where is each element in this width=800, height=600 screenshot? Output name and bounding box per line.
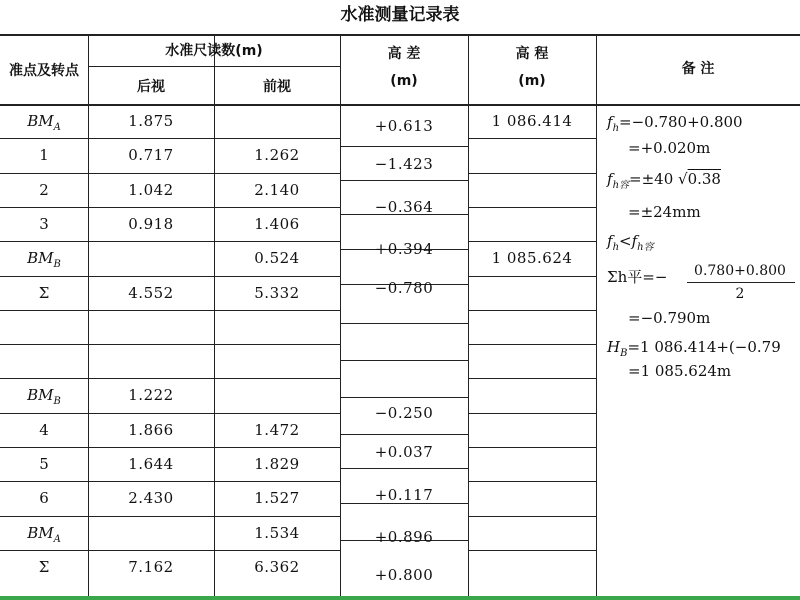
elevation-cell: 1 086.414 (491, 112, 573, 130)
header-diff-unit: (m) (390, 73, 418, 89)
elev-row-line-2 (468, 173, 596, 174)
row-line-11 (0, 481, 340, 482)
row-line-2 (0, 173, 340, 174)
fore-sight-cell: 0.524 (254, 249, 300, 268)
back-sight-cell: 0.918 (128, 214, 174, 233)
header-elev: 高 程 (515, 46, 549, 62)
row-line-13 (0, 550, 340, 551)
row-line-6 (0, 310, 340, 311)
point-cell: 1 (39, 146, 49, 165)
back-sight-cell: 1.222 (128, 386, 174, 405)
elev-row-line-9 (468, 413, 596, 414)
diff-row-line-8 (340, 397, 468, 398)
back-sight-cell: 1.042 (128, 180, 174, 199)
point-cell: 2 (39, 180, 49, 199)
note-line-7: =−0.790m (628, 309, 711, 327)
table-title: 水准测量记录表 (340, 5, 460, 25)
header-diff: 高 差 (387, 46, 421, 62)
back-sight-cell: 1.875 (128, 112, 174, 130)
point-cell: $BM_A$ (27, 112, 61, 133)
back-sight-cell: 0.717 (128, 146, 174, 165)
note-fraction-numerator: 0.780+0.800 (694, 263, 786, 279)
note-line-2: =+0.020m (628, 139, 711, 157)
height-diff-cell: +0.896 (374, 528, 434, 546)
row-line-12 (0, 516, 340, 517)
height-diff-cell: +0.117 (374, 486, 434, 504)
note-line-3: $f_{h容}=\pm 40$ √0.38 (607, 170, 721, 191)
note-line-8: $H_B=1$ 086.414+(−0.79 (607, 338, 781, 359)
elev-row-line-10 (468, 447, 596, 448)
row-line-3 (0, 207, 340, 208)
row-line-4 (0, 241, 340, 242)
height-diff-cell: −0.780 (374, 279, 434, 297)
elev-row-line-5 (468, 276, 596, 277)
diff-row-line-6 (340, 323, 468, 324)
point-cell: 3 (39, 214, 49, 233)
note-line-9: =1 085.624m (628, 362, 732, 380)
fore-sight-cell: 2.140 (254, 180, 300, 199)
fore-sight-cell: 1.829 (254, 455, 300, 473)
height-diff-cell: +0.037 (374, 443, 434, 461)
back-sight-cell: 4.552 (128, 283, 174, 302)
fore-sight-cell: 1.262 (254, 146, 300, 165)
bottom-green-bar (0, 596, 800, 600)
column-divider-2 (214, 34, 215, 596)
back-sight-cell: 2.430 (128, 489, 174, 508)
header-fore: 前视 (263, 79, 291, 95)
elev-row-line-11 (468, 481, 596, 482)
header-reading: 水准尺读数(m) (165, 43, 263, 59)
note-line-5: $f_h<f_{h容}$ (607, 232, 654, 253)
fore-sight-cell: 1.406 (254, 214, 300, 233)
header-back: 后视 (137, 79, 165, 95)
row-line-9 (0, 413, 340, 414)
header-bottom-border (0, 104, 800, 106)
note-line-6: Σh平=− (607, 268, 668, 286)
elev-row-line-7 (468, 344, 596, 345)
row-line-5 (0, 276, 340, 277)
back-sight-cell: 7.162 (128, 557, 174, 576)
diff-row-line-1 (340, 146, 468, 147)
column-divider-5 (596, 34, 597, 596)
fore-sight-cell: 1.472 (254, 420, 300, 439)
point-cell: $BM_B$ (27, 386, 61, 408)
point-cell: Σ (38, 557, 50, 576)
height-diff-cell: −1.423 (374, 155, 434, 173)
height-diff-cell: −0.250 (374, 404, 434, 422)
header-point: 准点及转点 (9, 63, 79, 79)
height-diff-cell: +0.394 (374, 240, 434, 258)
point-cell: 5 (39, 455, 49, 473)
height-diff-cell: +0.613 (374, 117, 434, 135)
point-cell: 6 (39, 489, 49, 508)
elev-row-line-12 (468, 516, 596, 517)
fore-sight-cell: 1.534 (254, 523, 300, 542)
diff-row-line-7 (340, 360, 468, 361)
elev-row-line-4 (468, 241, 596, 242)
row-line-10 (0, 447, 340, 448)
header-note: 备 注 (681, 61, 715, 77)
back-sight-cell: 1.866 (128, 420, 174, 439)
header-elev-unit: (m) (518, 73, 546, 89)
note-line-4: =±24mm (628, 203, 701, 221)
diff-row-line-9 (340, 434, 468, 435)
note-line-1: $f_h=-0.780+0.800$ (607, 113, 743, 134)
fraction-bar (687, 282, 795, 283)
diff-row-line-10 (340, 468, 468, 469)
point-cell: 4 (39, 420, 49, 439)
row-line-1 (0, 138, 340, 139)
height-diff-cell: −0.364 (374, 198, 434, 216)
fore-sight-cell: 5.332 (254, 283, 300, 302)
height-diff-cell: +0.800 (374, 566, 434, 584)
fore-sight-cell: 1.527 (254, 489, 300, 508)
row-line-8 (0, 378, 340, 379)
diff-row-line-2 (340, 180, 468, 181)
table-top-border (0, 34, 800, 36)
point-cell: $BM_A$ (27, 523, 61, 545)
elev-row-line-13 (468, 550, 596, 551)
point-cell: $BM_B$ (27, 249, 61, 271)
elev-row-line-1 (468, 138, 596, 139)
elevation-cell: 1 085.624 (491, 249, 573, 268)
note-fraction-denominator: 2 (735, 286, 745, 302)
back-sight-cell: 1.644 (128, 455, 174, 473)
elev-row-line-3 (468, 207, 596, 208)
elev-row-line-6 (468, 310, 596, 311)
fore-sight-cell: 6.362 (254, 557, 300, 576)
elev-row-line-8 (468, 378, 596, 379)
row-line-7 (0, 344, 340, 345)
point-cell: Σ (38, 283, 50, 302)
